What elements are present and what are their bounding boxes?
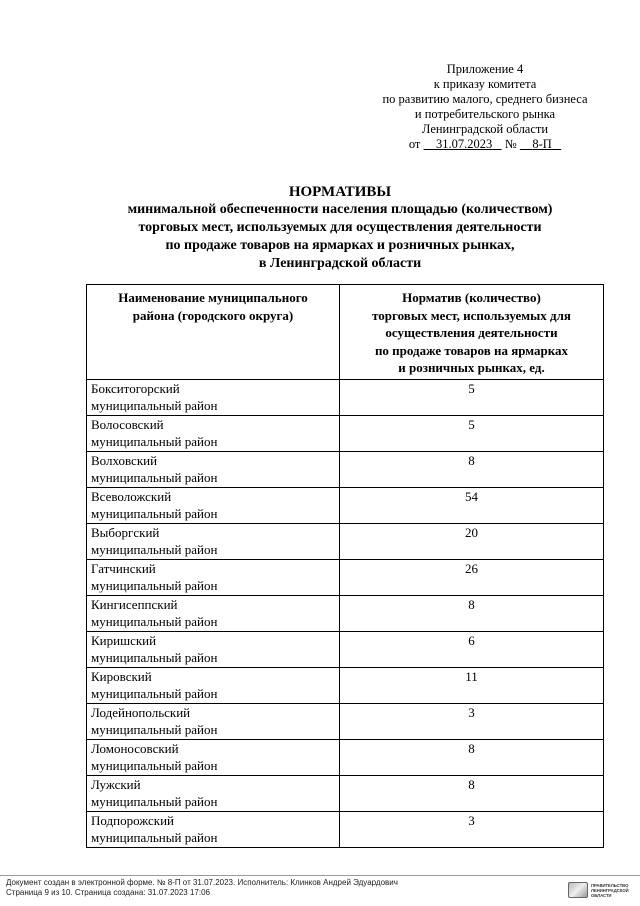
- table-row: [87, 559, 604, 595]
- table-row: [87, 415, 604, 451]
- column-header-norm: Норматив (количество) торговых мест, используемых для осуществления деятельности по продаже товаров на ярмарках и розничных рынках, ед.: [340, 285, 604, 380]
- appendix-line: Ленинградской области: [421, 122, 549, 136]
- table-row: [87, 595, 604, 631]
- title-line: торговых мест, используемых для осуществления деятельности: [138, 220, 542, 235]
- order-reference: [330, 137, 640, 152]
- appendix-line: Приложение 4: [446, 62, 524, 76]
- table-row: [87, 703, 604, 739]
- date-prefix: от: [408, 137, 421, 151]
- appendix-line: к приказу комитета: [433, 77, 537, 91]
- appendix-block: [330, 62, 640, 152]
- government-logo: [568, 878, 638, 902]
- table-row: [87, 667, 604, 703]
- appendix-line: по развитию малого, среднего бизнеса: [382, 92, 588, 106]
- table-row: [87, 775, 604, 811]
- norm-value: 11: [340, 667, 604, 703]
- municipality-name: Гатчинский муниципальный район: [87, 559, 340, 595]
- norm-value: 20: [340, 523, 604, 559]
- norm-value: 5: [340, 379, 604, 415]
- emblem-icon: [568, 882, 588, 898]
- title-line: в Ленинградской области: [258, 256, 422, 271]
- table-body: [87, 379, 604, 847]
- order-number: 8-П: [532, 137, 552, 151]
- table-row: [87, 523, 604, 559]
- norm-value: 26: [340, 559, 604, 595]
- document-title: [90, 183, 590, 273]
- table-row: [87, 811, 604, 847]
- table-row: [87, 739, 604, 775]
- municipality-name: Выборгский муниципальный район: [87, 523, 340, 559]
- norms-table: [86, 284, 604, 848]
- municipality-name: Кингисеппский муниципальный район: [87, 595, 340, 631]
- norm-value: 3: [340, 811, 604, 847]
- table-row: [87, 379, 604, 415]
- norm-value: 6: [340, 631, 604, 667]
- norm-value: 5: [340, 415, 604, 451]
- norm-value: 8: [340, 775, 604, 811]
- municipality-name: Кировский муниципальный район: [87, 667, 340, 703]
- table-row: [87, 451, 604, 487]
- municipality-name: Подпорожский муниципальный район: [87, 811, 340, 847]
- number-prefix: №: [504, 137, 517, 151]
- table-header-row: [87, 285, 604, 380]
- footer-document-info: Документ создан в электронной форме. № 8-П от 31.07.2023. Исполнитель: Клинков Андрей Эдуардович: [6, 878, 398, 887]
- norm-value: 8: [340, 739, 604, 775]
- municipality-name: Киришский муниципальный район: [87, 631, 340, 667]
- appendix-line: и потребительского рынка: [414, 107, 556, 121]
- municipality-name: Волосовский муниципальный район: [87, 415, 340, 451]
- title-main: НОРМАТИВЫ: [288, 184, 392, 200]
- footer: [6, 878, 398, 898]
- table-row: [87, 487, 604, 523]
- title-line: по продаже товаров на ярмарках и розничных рынках,: [165, 238, 515, 253]
- municipality-name: Бокситогорский муниципальный район: [87, 379, 340, 415]
- norm-value: 54: [340, 487, 604, 523]
- municipality-name: Лодейнопольский муниципальный район: [87, 703, 340, 739]
- municipality-name: Лужский муниципальный район: [87, 775, 340, 811]
- footer-page-info: Страница 9 из 10. Страница создана: 31.07.2023 17:06: [6, 888, 210, 897]
- column-header-municipality: Наименование муниципального района (городского округа): [87, 285, 340, 380]
- municipality-name: Волховский муниципальный район: [87, 451, 340, 487]
- table-row: [87, 631, 604, 667]
- logo-text: ПРАВИТЕЛЬСТВО ЛЕНИНГРАДСКОЙ ОБЛАСТИ: [591, 882, 629, 898]
- norm-value: 8: [340, 451, 604, 487]
- order-date: 31.07.2023: [436, 137, 493, 151]
- footer-divider: [0, 875, 640, 876]
- norm-value: 3: [340, 703, 604, 739]
- municipality-name: Ломоносовский муниципальный район: [87, 739, 340, 775]
- title-line: минимальной обеспеченности населения площадью (количеством): [127, 202, 553, 217]
- norm-value: 8: [340, 595, 604, 631]
- municipality-name: Всеволожский муниципальный район: [87, 487, 340, 523]
